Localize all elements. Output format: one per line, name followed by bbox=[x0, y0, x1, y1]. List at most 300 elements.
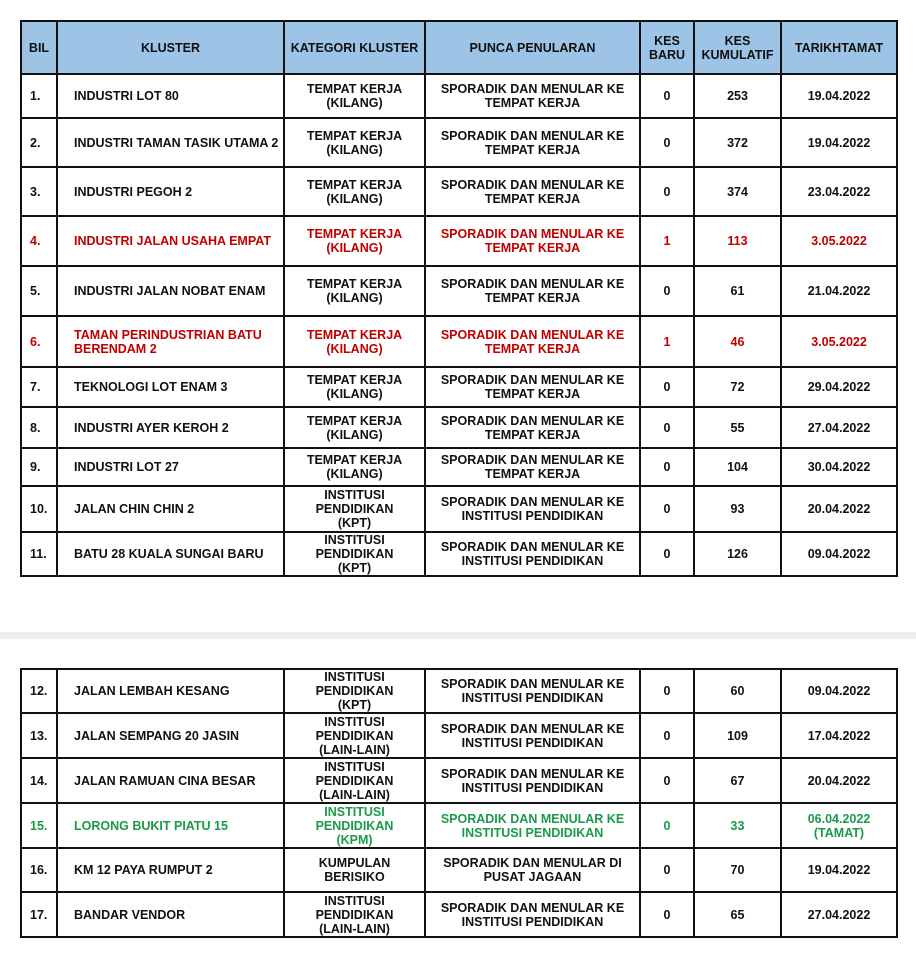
row-number bbox=[21, 758, 57, 803]
row-number-line: 11. bbox=[30, 547, 47, 561]
end-date-line: 3.05.2022 bbox=[811, 234, 867, 248]
row-number bbox=[21, 448, 57, 486]
new-cases-line: 0 bbox=[663, 502, 671, 516]
transmission-source-line: INSTITUSI PENDIDIKAN bbox=[461, 509, 604, 523]
end-date-line: 3.05.2022 bbox=[811, 334, 867, 349]
end-date bbox=[781, 803, 897, 848]
new-cases-line: 0 bbox=[663, 420, 671, 435]
cluster-category-line: TEMPAT KERJA bbox=[306, 413, 403, 428]
cumulative-cases bbox=[694, 316, 781, 367]
transmission-source-line: TEMPAT KERJA bbox=[484, 241, 581, 255]
cluster-name bbox=[57, 758, 284, 803]
table-header-row bbox=[21, 21, 897, 74]
cluster-name bbox=[57, 532, 284, 576]
cumulative-cases-line: 67 bbox=[730, 773, 745, 788]
cumulative-cases-line: 374 bbox=[727, 184, 748, 199]
transmission-source-line: TEMPAT KERJA bbox=[484, 96, 581, 110]
cluster-category-line: INSTITUSI bbox=[324, 533, 385, 547]
cluster-category-line: TEMPAT KERJA bbox=[306, 277, 403, 291]
cluster-name-line: TAMAN PERINDUSTRIAN BATU bbox=[74, 327, 262, 342]
transmission-source bbox=[425, 669, 640, 713]
row-number bbox=[21, 74, 57, 118]
cluster-name bbox=[57, 407, 284, 448]
row-number-line: 4. bbox=[30, 234, 41, 248]
cumulative-cases bbox=[694, 367, 781, 407]
new-cases-line: 0 bbox=[663, 818, 671, 833]
header-kes-kumulatif-line-2: KUMULATIF bbox=[701, 47, 774, 62]
header-bil: BIL bbox=[21, 21, 57, 74]
cluster-name-line: INDUSTRI LOT 80 bbox=[74, 89, 179, 103]
header-kluster: KLUSTER bbox=[57, 21, 284, 74]
new-cases bbox=[640, 367, 694, 407]
transmission-source bbox=[425, 532, 640, 576]
transmission-source-line: SPORADIK DAN MENULAR KE bbox=[440, 811, 625, 826]
end-date-line: (TAMAT) bbox=[813, 825, 865, 840]
cluster-category-line: (KILANG) bbox=[326, 467, 383, 481]
cumulative-cases bbox=[694, 848, 781, 892]
cluster-name bbox=[57, 486, 284, 532]
new-cases-line: 0 bbox=[663, 380, 671, 394]
table-row bbox=[21, 266, 897, 316]
row-number bbox=[21, 266, 57, 316]
new-cases-line: 0 bbox=[663, 184, 671, 199]
table-row bbox=[21, 316, 897, 367]
end-date bbox=[781, 167, 897, 216]
end-date-line: 19.04.2022 bbox=[807, 89, 871, 103]
transmission-source bbox=[425, 848, 640, 892]
new-cases-line: 0 bbox=[663, 89, 671, 103]
end-date bbox=[781, 758, 897, 803]
cluster-category-line: PENDIDIKAN bbox=[315, 818, 394, 833]
cluster-category-line: (KPM) bbox=[336, 832, 373, 847]
cumulative-cases-line: 46 bbox=[730, 334, 745, 349]
end-date-line: 06.04.2022 bbox=[807, 811, 871, 826]
new-cases bbox=[640, 448, 694, 486]
cluster-category-line: PENDIDIKAN bbox=[315, 684, 394, 698]
transmission-source-line: SPORADIK DAN MENULAR KE bbox=[440, 327, 625, 342]
transmission-source bbox=[425, 74, 640, 118]
header-kes-baru-line-1: KES bbox=[654, 33, 680, 48]
end-date bbox=[781, 367, 897, 407]
cluster-category bbox=[284, 486, 425, 532]
transmission-source-line: TEMPAT KERJA bbox=[484, 291, 581, 305]
cluster-name bbox=[57, 118, 284, 167]
new-cases bbox=[640, 316, 694, 367]
cluster-category bbox=[284, 713, 425, 758]
cluster-category bbox=[284, 167, 425, 216]
end-date bbox=[781, 448, 897, 486]
table-row bbox=[21, 216, 897, 266]
transmission-source-line: SPORADIK DAN MENULAR KE bbox=[440, 766, 625, 781]
cluster-category-line: PENDIDIKAN bbox=[315, 728, 394, 743]
new-cases-line: 0 bbox=[663, 773, 671, 788]
transmission-source-line: INSTITUSI PENDIDIKAN bbox=[461, 780, 604, 795]
transmission-source bbox=[425, 266, 640, 316]
cumulative-cases bbox=[694, 758, 781, 803]
transmission-source-line: SPORADIK DAN MENULAR KE bbox=[440, 82, 625, 96]
cluster-category-line: TEMPAT KERJA bbox=[306, 177, 403, 192]
new-cases bbox=[640, 713, 694, 758]
cumulative-cases bbox=[694, 803, 781, 848]
transmission-source-line: TEMPAT KERJA bbox=[484, 427, 581, 442]
cluster-name-line: INDUSTRI JALAN USAHA EMPAT bbox=[74, 234, 271, 248]
transmission-source bbox=[425, 803, 640, 848]
row-number bbox=[21, 848, 57, 892]
new-cases bbox=[640, 118, 694, 167]
transmission-source-line: PUSAT JAGAAN bbox=[483, 870, 582, 884]
end-date bbox=[781, 669, 897, 713]
cluster-category-line: PENDIDIKAN bbox=[315, 773, 394, 788]
cluster-category bbox=[284, 316, 425, 367]
cumulative-cases-line: 55 bbox=[730, 420, 745, 435]
end-date bbox=[781, 892, 897, 937]
header-kategori: KATEGORI KLUSTER bbox=[284, 21, 425, 74]
new-cases bbox=[640, 74, 694, 118]
cluster-category-line: KUMPULAN BERISIKO bbox=[318, 856, 391, 884]
new-cases-line: 0 bbox=[663, 284, 671, 298]
new-cases bbox=[640, 532, 694, 576]
cumulative-cases bbox=[694, 448, 781, 486]
end-date bbox=[781, 486, 897, 532]
cumulative-cases-line: 109 bbox=[727, 728, 748, 743]
transmission-source bbox=[425, 118, 640, 167]
header-kes-baru bbox=[640, 21, 694, 74]
transmission-source-line: SPORADIK DAN MENULAR KE bbox=[440, 277, 625, 291]
cluster-name-line: INDUSTRI AYER KEROH 2 bbox=[74, 420, 229, 435]
cluster-name bbox=[57, 803, 284, 848]
transmission-source-line: SPORADIK DAN MENULAR KE bbox=[440, 677, 625, 691]
end-date bbox=[781, 266, 897, 316]
end-date-line: 09.04.2022 bbox=[807, 547, 871, 561]
cluster-category bbox=[284, 848, 425, 892]
transmission-source bbox=[425, 216, 640, 266]
new-cases bbox=[640, 669, 694, 713]
table-row bbox=[21, 367, 897, 407]
row-number bbox=[21, 713, 57, 758]
end-date-line: 29.04.2022 bbox=[807, 380, 871, 394]
cluster-category bbox=[284, 448, 425, 486]
cluster-name-line: TEKNOLOGI LOT ENAM 3 bbox=[74, 380, 228, 394]
end-date-line: 23.04.2022 bbox=[807, 184, 871, 199]
table-row bbox=[21, 448, 897, 486]
new-cases bbox=[640, 803, 694, 848]
cluster-category-line: (KILANG) bbox=[326, 96, 383, 110]
new-cases-line: 0 bbox=[663, 547, 671, 561]
row-number bbox=[21, 486, 57, 532]
table-row bbox=[21, 669, 897, 713]
cluster-name bbox=[57, 448, 284, 486]
table-row bbox=[21, 407, 897, 448]
cluster-category bbox=[284, 892, 425, 937]
table-row bbox=[21, 486, 897, 532]
cluster-category bbox=[284, 532, 425, 576]
header-punca: PUNCA PENULARAN bbox=[425, 21, 640, 74]
cluster-name-line: JALAN SEMPANG 20 JASIN bbox=[74, 728, 240, 743]
end-date-line: 19.04.2022 bbox=[807, 135, 871, 150]
end-date-line: 17.04.2022 bbox=[807, 728, 871, 743]
transmission-source bbox=[425, 486, 640, 532]
cluster-category-line: PENDIDIKAN bbox=[315, 547, 394, 561]
transmission-source-line: SPORADIK DAN MENULAR KE bbox=[440, 453, 625, 467]
transmission-source-line: SPORADIK DAN MENULAR KE bbox=[440, 177, 625, 192]
row-number-line: 10. bbox=[30, 502, 48, 516]
end-date bbox=[781, 316, 897, 367]
cluster-category bbox=[284, 758, 425, 803]
cluster-category-line: (KILANG) bbox=[326, 427, 383, 442]
row-number-line: 14. bbox=[30, 773, 48, 788]
cluster-category bbox=[284, 118, 425, 167]
transmission-source bbox=[425, 316, 640, 367]
new-cases bbox=[640, 407, 694, 448]
row-number-line: 1. bbox=[30, 89, 41, 103]
table-row bbox=[21, 758, 897, 803]
transmission-source bbox=[425, 448, 640, 486]
header-tarikh: TARIKHTAMAT bbox=[781, 21, 897, 74]
cumulative-cases-line: 93 bbox=[730, 502, 745, 516]
cluster-name-line: JALAN LEMBAH KESANG bbox=[74, 684, 230, 698]
cluster-category-line: TEMPAT KERJA bbox=[306, 227, 403, 241]
cluster-category-line: (KPT) bbox=[337, 561, 372, 575]
row-number bbox=[21, 167, 57, 216]
cluster-category bbox=[284, 216, 425, 266]
cluster-name-line: JALAN CHIN CHIN 2 bbox=[74, 502, 195, 516]
new-cases-line: 0 bbox=[663, 907, 671, 922]
transmission-source-line: INSTITUSI PENDIDIKAN bbox=[461, 691, 604, 705]
table-row bbox=[21, 803, 897, 848]
cluster-category-line: TEMPAT KERJA bbox=[306, 128, 403, 143]
cluster-name bbox=[57, 848, 284, 892]
cumulative-cases-line: 65 bbox=[730, 907, 745, 922]
new-cases bbox=[640, 486, 694, 532]
cumulative-cases-line: 61 bbox=[730, 284, 745, 298]
cluster-name bbox=[57, 266, 284, 316]
row-number-line: 7. bbox=[30, 380, 41, 394]
cluster-category-line: (LAIN-LAIN) bbox=[319, 921, 390, 936]
cluster-category bbox=[284, 266, 425, 316]
cumulative-cases bbox=[694, 74, 781, 118]
cluster-category-line: PENDIDIKAN bbox=[315, 502, 394, 516]
new-cases bbox=[640, 758, 694, 803]
cluster-category bbox=[284, 407, 425, 448]
end-date-line: 21.04.2022 bbox=[807, 284, 871, 298]
cumulative-cases-line: 33 bbox=[730, 818, 745, 833]
transmission-source-line: INSTITUSI PENDIDIKAN bbox=[461, 825, 604, 840]
cluster-category-line: INSTITUSI bbox=[324, 893, 385, 908]
cluster-name bbox=[57, 316, 284, 367]
new-cases-line: 0 bbox=[663, 135, 671, 150]
cluster-name-line: INDUSTRI JALAN NOBAT ENAM bbox=[74, 284, 266, 298]
transmission-source bbox=[425, 407, 640, 448]
row-number bbox=[21, 669, 57, 713]
table-row bbox=[21, 892, 897, 937]
cluster-name bbox=[57, 713, 284, 758]
row-number bbox=[21, 532, 57, 576]
cumulative-cases bbox=[694, 167, 781, 216]
cluster-category-line: (LAIN-LAIN) bbox=[319, 787, 390, 802]
table-row bbox=[21, 848, 897, 892]
cumulative-cases-line: 253 bbox=[727, 89, 748, 103]
cluster-category-line: (KPT) bbox=[337, 698, 372, 712]
cumulative-cases bbox=[694, 532, 781, 576]
cluster-category-line: INSTITUSI bbox=[324, 804, 385, 819]
cumulative-cases-line: 60 bbox=[730, 684, 745, 698]
cumulative-cases bbox=[694, 118, 781, 167]
cluster-category-line: (KPT) bbox=[337, 516, 372, 530]
table-row bbox=[21, 74, 897, 118]
table-body-page-1 bbox=[21, 74, 897, 576]
cluster-table-page-1 bbox=[20, 20, 898, 577]
cluster-category-line: INSTITUSI bbox=[324, 759, 385, 774]
transmission-source-line: TEMPAT KERJA bbox=[484, 191, 581, 206]
transmission-source bbox=[425, 758, 640, 803]
new-cases-line: 0 bbox=[663, 863, 671, 877]
cluster-category-line: INSTITUSI bbox=[324, 670, 385, 684]
cluster-category-line: PENDIDIKAN bbox=[315, 907, 394, 922]
row-number-line: 16. bbox=[30, 863, 48, 877]
transmission-source bbox=[425, 713, 640, 758]
cumulative-cases-line: 126 bbox=[727, 547, 748, 561]
cluster-category bbox=[284, 669, 425, 713]
transmission-source-line: INSTITUSI PENDIDIKAN bbox=[461, 914, 604, 929]
row-number bbox=[21, 803, 57, 848]
row-number bbox=[21, 216, 57, 266]
cluster-category-line: TEMPAT KERJA bbox=[306, 373, 403, 387]
table-row bbox=[21, 167, 897, 216]
cluster-name-line: INDUSTRI LOT 27 bbox=[74, 460, 179, 474]
transmission-source-line: SPORADIK DAN MENULAR KE bbox=[440, 227, 625, 241]
row-number bbox=[21, 407, 57, 448]
end-date bbox=[781, 713, 897, 758]
transmission-source-line: TEMPAT KERJA bbox=[484, 341, 581, 356]
table-row bbox=[21, 532, 897, 576]
cluster-category-line: (KILANG) bbox=[326, 241, 383, 255]
end-date-line: 19.04.2022 bbox=[807, 863, 871, 877]
cluster-name-line: BERENDAM 2 bbox=[74, 341, 157, 356]
cumulative-cases bbox=[694, 216, 781, 266]
cluster-name bbox=[57, 167, 284, 216]
end-date bbox=[781, 118, 897, 167]
transmission-source bbox=[425, 892, 640, 937]
new-cases bbox=[640, 167, 694, 216]
row-number bbox=[21, 367, 57, 407]
transmission-source-line: SPORADIK DAN MENULAR KE bbox=[440, 373, 625, 387]
transmission-source-line: SPORADIK DAN MENULAR KE bbox=[440, 495, 625, 509]
transmission-source-line: SPORADIK DAN MENULAR DI bbox=[443, 856, 622, 870]
table-row bbox=[21, 713, 897, 758]
page-separator bbox=[0, 632, 916, 639]
transmission-source-line: SPORADIK DAN MENULAR KE bbox=[440, 540, 625, 554]
cluster-category-line: (KILANG) bbox=[326, 142, 383, 157]
cluster-name bbox=[57, 216, 284, 266]
cluster-name bbox=[57, 367, 284, 407]
row-number-line: 2. bbox=[30, 135, 41, 150]
cluster-category-line: (KILANG) bbox=[326, 387, 383, 401]
row-number-line: 13. bbox=[30, 728, 48, 743]
cumulative-cases-line: 70 bbox=[730, 863, 745, 877]
transmission-source-line: SPORADIK DAN MENULAR KE bbox=[440, 413, 625, 428]
cluster-category-line: INSTITUSI bbox=[324, 488, 385, 502]
cumulative-cases-line: 372 bbox=[727, 135, 748, 150]
transmission-source-line: TEMPAT KERJA bbox=[484, 142, 581, 157]
row-number-line: 15. bbox=[30, 818, 48, 833]
cluster-category-line: INSTITUSI bbox=[324, 714, 385, 729]
cumulative-cases bbox=[694, 486, 781, 532]
new-cases-line: 1 bbox=[663, 234, 671, 248]
end-date-line: 27.04.2022 bbox=[807, 907, 871, 922]
cumulative-cases bbox=[694, 266, 781, 316]
cumulative-cases bbox=[694, 407, 781, 448]
end-date-line: 27.04.2022 bbox=[807, 420, 871, 435]
header-kes-baru-line-2: BARU bbox=[648, 47, 686, 62]
cluster-name-line: JALAN RAMUAN CINA BESAR bbox=[74, 773, 256, 788]
row-number-line: 12. bbox=[30, 684, 48, 698]
row-number-line: 6. bbox=[30, 334, 41, 349]
cluster-category-line: (KILANG) bbox=[326, 191, 383, 206]
cluster-category-line: TEMPAT KERJA bbox=[306, 327, 403, 342]
new-cases bbox=[640, 848, 694, 892]
cluster-name-line: BATU 28 KUALA SUNGAI BARU bbox=[74, 547, 264, 561]
table-body-page-2 bbox=[21, 669, 897, 937]
transmission-source bbox=[425, 167, 640, 216]
row-number bbox=[21, 118, 57, 167]
cluster-name-line: LORONG BUKIT PIATU 15 bbox=[74, 818, 228, 833]
header-kes-kumulatif bbox=[694, 21, 781, 74]
cluster-name-line: BANDAR VENDOR bbox=[74, 907, 186, 922]
cluster-category-line: (LAIN-LAIN) bbox=[319, 742, 390, 757]
row-number-line: 5. bbox=[30, 284, 41, 298]
new-cases-line: 0 bbox=[663, 728, 671, 743]
cumulative-cases bbox=[694, 713, 781, 758]
cumulative-cases-line: 72 bbox=[730, 380, 745, 394]
table-row bbox=[21, 118, 897, 167]
cumulative-cases bbox=[694, 669, 781, 713]
transmission-source-line: INSTITUSI PENDIDIKAN bbox=[461, 735, 604, 750]
row-number bbox=[21, 892, 57, 937]
cumulative-cases-line: 104 bbox=[727, 460, 748, 474]
cluster-category bbox=[284, 367, 425, 407]
row-number-line: 17. bbox=[30, 907, 48, 922]
end-date-line: 20.04.2022 bbox=[807, 502, 871, 516]
new-cases bbox=[640, 266, 694, 316]
end-date bbox=[781, 216, 897, 266]
end-date-line: 30.04.2022 bbox=[807, 460, 871, 474]
cluster-category-line: TEMPAT KERJA bbox=[306, 82, 403, 96]
row-number bbox=[21, 316, 57, 367]
cumulative-cases-line: 113 bbox=[727, 234, 748, 248]
new-cases-line: 1 bbox=[663, 334, 671, 349]
cluster-name bbox=[57, 669, 284, 713]
transmission-source-line: TEMPAT KERJA bbox=[484, 467, 581, 481]
row-number-line: 3. bbox=[30, 184, 41, 199]
end-date bbox=[781, 532, 897, 576]
row-number-line: 8. bbox=[30, 420, 41, 435]
cluster-name bbox=[57, 74, 284, 118]
end-date-line: 20.04.2022 bbox=[807, 773, 871, 788]
cluster-category bbox=[284, 803, 425, 848]
cluster-category-line: (KILANG) bbox=[326, 291, 383, 305]
cluster-category-line: (KILANG) bbox=[326, 341, 383, 356]
cluster-name-line: KM 12 PAYA RUMPUT 2 bbox=[74, 863, 213, 877]
cluster-table-page-2 bbox=[20, 668, 898, 938]
cluster-name bbox=[57, 892, 284, 937]
new-cases bbox=[640, 892, 694, 937]
end-date bbox=[781, 74, 897, 118]
new-cases-line: 0 bbox=[663, 684, 671, 698]
end-date-line: 09.04.2022 bbox=[807, 684, 871, 698]
cluster-category bbox=[284, 74, 425, 118]
cumulative-cases bbox=[694, 892, 781, 937]
end-date bbox=[781, 848, 897, 892]
